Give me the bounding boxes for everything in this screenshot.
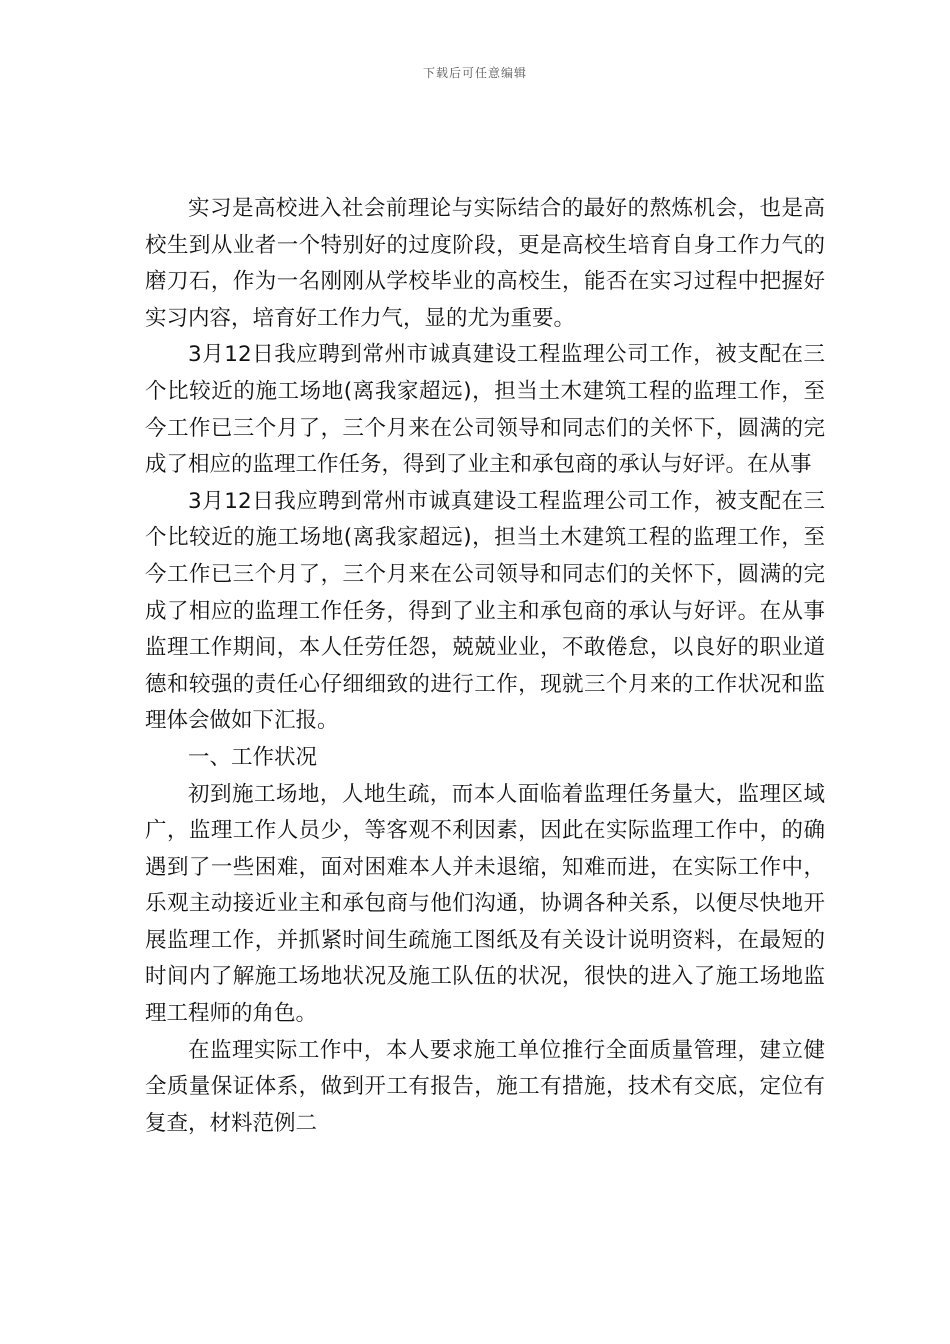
paragraph-employment-2: 3月12日我应聘到常州市诚真建设工程监理公司工作，被支配在三个比较近的施工场地(离我家超远)，担当土木建筑工程的监理工作，至今工作已三个月了，三个月来在公司领导和同志们的关怀下，圆满的完成了相应的监理工作任务，得到了业主和承包商的承认与好评。在从事监理工作期间，本人任劳任怨，兢兢业业，不敢倦怠，以良好的职业道德和较强的责任心仔细细致的进行工作，现就三个月来的工作状况和监理体会做如下汇报。 <box>145 488 825 734</box>
paragraph-employment-1: 3月12日我应聘到常州市诚真建设工程监理公司工作，被支配在三个比较近的施工场地(离我家超远)，担当土木建筑工程的监理工作，至今工作已三个月了，三个月来在公司领导和同志们的关怀下，圆满的完成了相应的监理工作任务，得到了业主和承包商的承认与好评。在从事 <box>145 342 825 478</box>
page-header: 下载后可任意编辑 <box>422 66 527 80</box>
paragraph-quality-management: 在监理实际工作中，本人要求施工单位推行全面质量管理，建立健全质量保证体系，做到开工有报告，施工有措施，技术有交底，定位有复查，材料范例二 <box>145 1037 825 1136</box>
paragraph-initial-work: 初到施工场地，人地生疏，而本人面临着监理任务量大，监理区域广，监理工作人员少，等客观不利因素，因此在实际监理工作中，的确遇到了一些困难，面对困难本人并未退缩，知难而进，在实际工作中，乐观主动接近业主和承包商与他们沟通，协调各种关系，以便尽快地开展监理工作，并抓紧时间生疏施工图纸及有关设计说明资料，在最短的时间内了解施工场地状况及施工队伍的状况，很快的进入了施工场地监理工程师的角色。 <box>145 781 825 1027</box>
paragraph-intro: 实习是高校进入社会前理论与实际结合的最好的熬炼机会，也是高校生到从业者一个特别好的过度阶段，更是高校生培育自身工作力气的磨刀石，作为一名刚刚从学校毕业的高校生，能否在实习过程中把握好实习内容，培育好工作力气，显的尤为重要。 <box>145 196 825 331</box>
document-body <box>145 191 825 1142</box>
section-heading-work-status: 一、工作状况 <box>188 744 318 770</box>
